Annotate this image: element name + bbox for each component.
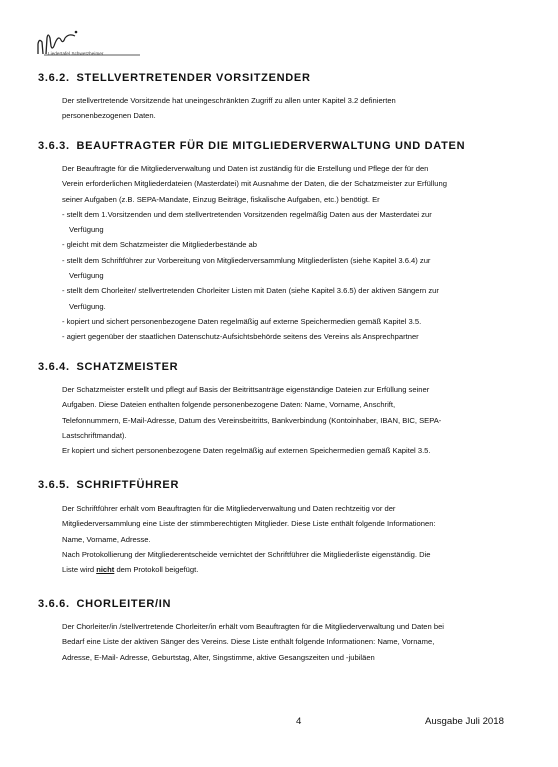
body-line: Der stellvertretende Vorsitzende hat uneingeschränkten Zugriff zu allen unter Kapitel 3.2 definierten <box>62 96 396 105</box>
section-number: 3.6.6. <box>38 598 70 610</box>
list-item: - kopiert und sichert personenbezogene Daten regelmäßig auf externe Speichermedien gemäß Kapitel 3.5. <box>62 316 422 326</box>
section-body <box>62 382 514 458</box>
logo-caption: Liedertafel Schwetzheimer <box>48 51 104 56</box>
text-segment: dem Protokoll beigefügt. <box>114 565 199 575</box>
section-body <box>62 501 514 577</box>
list-item: - stellt dem Schriftführer zur Vorbereitung von Mitgliederversammlung Mitgliederlisten (siehe Kapitel 3.6.4) zur <box>62 255 431 265</box>
body-line <box>62 562 514 577</box>
body-line: Bedarf eine Liste der aktiven Sänger des Vereins. Diese Liste enthält folgende Informationen: Name, Vorname, <box>62 637 435 647</box>
section-heading <box>38 479 179 491</box>
body-line: seiner Aufgaben (z.B. SEPA-Mandate, Einzug Beiträge, fiskalische Aufgaben, etc.) benötigt. Er <box>62 194 380 204</box>
section-title: STELLVERTRETENDER VORSITZENDER <box>76 72 311 84</box>
body-line: Lastschriftmandat). <box>62 430 127 440</box>
list-item: - gleicht mit dem Schatzmeister die Mitgliederbestände ab <box>62 240 257 250</box>
text-segment: Liste wird <box>62 565 97 575</box>
section-heading <box>38 72 311 84</box>
body-line: Verein erforderlichen Mitgliederdateien (Masterdatei) mit Ausnahme der Daten, die der Schatzmeister zur Erfüllung <box>62 179 447 189</box>
section-title: CHORLEITER/IN <box>76 598 172 610</box>
list-item-continuation: Verfügung <box>69 271 104 281</box>
section-heading <box>38 140 465 152</box>
section-number: 3.6.5. <box>38 479 70 491</box>
section-heading <box>38 361 178 373</box>
list-item-continuation: Verfügung <box>69 225 104 235</box>
section-body <box>62 619 514 665</box>
body-line: Er kopiert und sichert personenbezogene Daten regelmäßig auf externen Speichermedien gemäß Kapitel 3.5. <box>62 446 431 456</box>
section-number: 3.6.4. <box>38 361 70 373</box>
section-number: 3.6.2. <box>38 72 70 84</box>
edition-label: Ausgabe Juli 2018 <box>425 716 504 727</box>
body-line: Aufgaben. Diese Dateien enthalten folgende personenbezogene Daten: Name, Vorname, Anschrift, <box>62 400 396 410</box>
list-item: - stellt dem 1.Vorsitzenden und dem stellvertretenden Vorsitzenden regelmäßig Daten aus der Masterdatei zur <box>62 209 432 219</box>
section-title: SCHRIFTFÜHRER <box>76 479 180 491</box>
section-body <box>62 161 514 345</box>
body-line: Der Schatzmeister erstellt und pflegt auf Basis der Beitrittsanträge eigenständige Dateien zur Erfüllung seiner <box>62 385 430 394</box>
body-line: Der Chorleiter/in /stellvertretende Chorleiter/in erhält vom Beauftragten für die Mitgliederverwaltung und Daten bei <box>62 622 444 631</box>
section-title: BEAUFTRAGTER FÜR DIE MITGLIEDERVERWALTUNG UND DATEN <box>76 140 466 152</box>
section-heading <box>38 598 171 610</box>
body-line: personenbezogenen Daten. <box>62 111 156 121</box>
section-body <box>62 93 514 124</box>
body-line: Telefonnummern, E-Mail-Adresse, Datum des Vereinsbeitritts, Bankverbindung (Kontoinhaber, IBAN, BIC, SEPA- <box>62 415 442 425</box>
list-item: - stellt dem Chorleiter/ stellvertretenden Chorleiter Listen mit Daten (siehe Kapitel 3.6.5) der aktiven Sängern zur <box>62 286 439 296</box>
body-line: Mitgliederversammlung eine Liste der stimmberechtigten Mitglieder. Diese Liste enthält folgende Informationen: <box>62 519 436 529</box>
page-number: 4 <box>296 716 302 727</box>
body-line: Der Schriftführer erhält vom Beauftragten für die Mitgliederverwaltung und Daten rechtzeitig vor der <box>62 504 396 513</box>
emphasis-underlined: nicht <box>96 565 115 575</box>
body-line: Nach Protokollierung der Mitgliederentscheide vernichtet der Schriftführer die Mitgliederliste eigenständig. Die <box>62 549 431 559</box>
body-line: Name, Vorname, Adresse. <box>62 534 151 544</box>
section-number: 3.6.3. <box>38 140 70 152</box>
club-logo <box>34 24 144 60</box>
body-line: Der Beauftragte für die Mitgliederverwaltung und Daten ist zuständig für die Erstellung und Pflege der für den <box>62 164 429 173</box>
section-title: SCHATZMEISTER <box>76 361 179 373</box>
list-item-continuation: Verfügung. <box>69 301 106 311</box>
body-line: Adresse, E-Mail- Adresse, Geburtstag, Alter, Singstimme, aktive Gesangszeiten und -jubiläen <box>62 652 375 662</box>
list-item: - agiert gegenüber der staatlichen Datenschutz-Aufsichtsbehörde seitens des Vereins als Ansprechpartner <box>62 332 419 342</box>
